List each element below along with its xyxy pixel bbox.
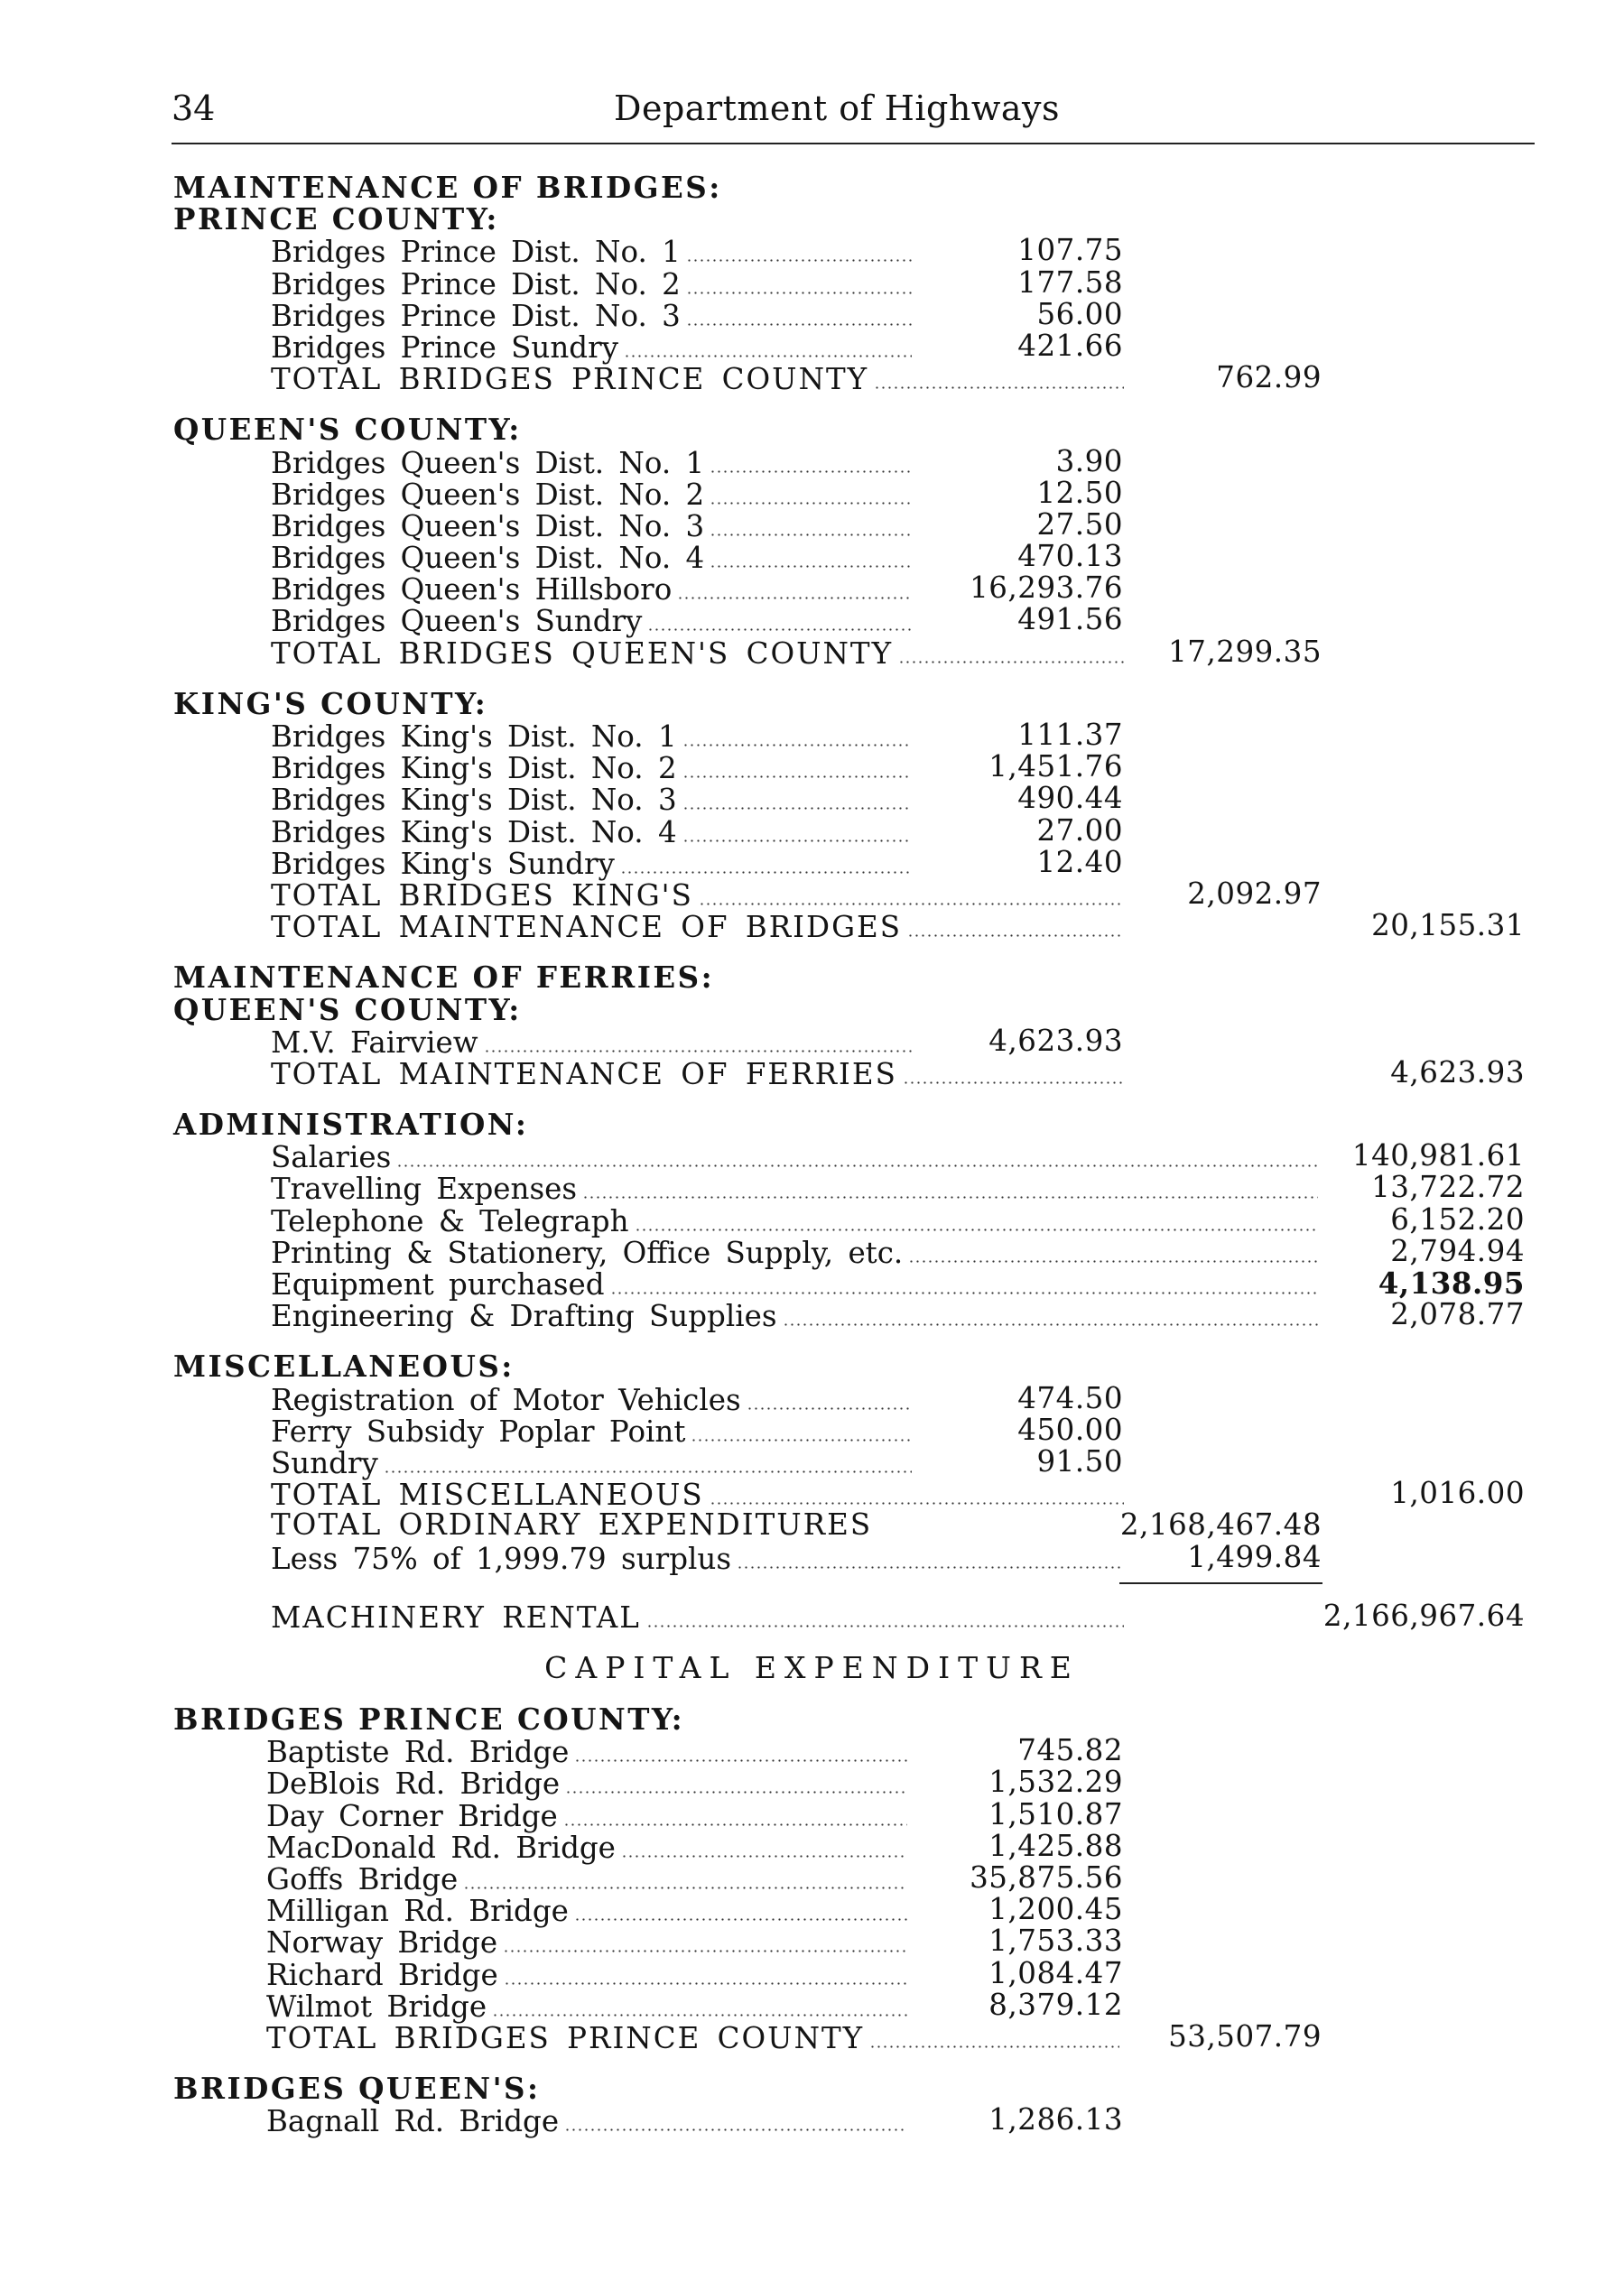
machinery-rental-label: MACHINERY RENTAL [271,1599,641,1635]
leader-dots [396,1164,1318,1167]
item-amount: 12.50 [1036,475,1123,510]
item-label: Bagnall Rd. Bridge [266,2104,560,2139]
ledger-item [0,1201,1624,1238]
page-header [172,88,1535,143]
leader-dots [747,1407,912,1410]
ledger-item [0,1380,1624,1417]
item-label: Telephone & Telegraph [271,1203,629,1238]
leader-dots [783,1323,1318,1326]
leader-dots [582,1196,1318,1199]
subsection-heading: KING'S COUNTY: [173,685,488,721]
item-amount: 27.00 [1036,812,1123,848]
item-amount: 4,138.95 [1378,1266,1525,1301]
subtotal-row [0,876,1624,913]
sum-rule [1119,1582,1322,1584]
item-label: Day Corner Bridge [266,1798,558,1833]
page-number: 34 [172,88,216,128]
item-amount: 1,753.33 [988,1924,1123,1959]
item-amount: 490.44 [1017,781,1123,816]
leader-dots [682,839,912,842]
surplus-row [0,1539,1624,1576]
leader-dots [898,661,1124,663]
leader-dots [384,1470,912,1473]
subsection-heading: QUEEN'S COUNTY: [173,412,522,448]
machinery-rental-row [0,1598,1624,1635]
expenditure-ledger [0,172,1624,2137]
item-label: Registration of Motor Vehicles [271,1382,741,1417]
ledger-item [0,539,1624,576]
leader-dots [624,355,912,357]
ledger-item [0,1765,1624,1802]
item-amount: 1,532.29 [988,1765,1123,1800]
leader-dots [710,1502,1124,1505]
subsection-heading: QUEEN'S COUNTY: [173,991,522,1027]
section-heading: MAINTENANCE OF BRIDGES: [173,170,722,205]
item-label: Bridges Queen's Hillsboro [271,572,673,607]
leader-dots [647,628,912,631]
leader-dots [610,1292,1318,1294]
item-amount: 3.90 [1055,443,1123,478]
item-label: Bridges Queen's Dist. No. 2 [271,477,705,512]
grand-total-row [0,1476,1624,1513]
leader-dots [564,2128,907,2131]
item-amount: 16,293.76 [970,570,1123,606]
item-amount: 111.37 [1017,718,1123,752]
grand-total-amount: 20,155.31 [1371,908,1525,943]
item-amount: 450.00 [1017,1412,1123,1447]
leader-dots [691,1439,912,1442]
item-amount: 474.50 [1017,1380,1123,1415]
item-label: Milligan Rd. Bridge [266,1894,569,1929]
item-label: DeBlois Rd. Bridge [266,1766,561,1802]
leader-dots [682,744,912,746]
item-label: Bridges King's Sundry [271,846,615,881]
ledger-item [0,1233,1624,1270]
item-label: Bridges Prince Dist. No. 2 [271,266,681,301]
ledger-item [0,2102,1624,2139]
surplus-label: Less 75% of 1,999.79 surplus [271,1541,732,1576]
ledger-item [0,781,1624,818]
leader-dots [565,1791,907,1794]
grand-total-row [0,1054,1624,1091]
item-label: Bridges Prince Dist. No. 1 [271,235,681,270]
leader-dots [903,1081,1124,1084]
header-rule [172,143,1535,144]
subtotal-label: TOTAL BRIDGES PRINCE COUNTY [271,362,869,397]
ledger-item [0,1170,1624,1207]
ledger-item [0,602,1624,639]
item-label: Ferry Subsidy Poplar Point [271,1414,686,1449]
subsection-heading: BRIDGES PRINCE COUNTY: [173,1701,685,1738]
leader-dots [492,2014,907,2017]
grand-total-label: TOTAL MAINTENANCE OF BRIDGES [271,910,903,945]
leader-dots [621,1855,907,1858]
item-amount: 13,722.72 [1371,1170,1525,1205]
item-label: Engineering & Drafting Supplies [271,1299,777,1334]
ledger-item [0,1297,1624,1334]
item-amount: 491.56 [1017,602,1123,637]
item-amount: 745.82 [1017,1733,1123,1768]
item-label: Norway Bridge [266,1925,498,1961]
item-amount: 177.58 [1017,264,1123,300]
leader-dots [635,1229,1318,1231]
item-amount: 4,623.93 [988,1023,1123,1058]
ledger-item [0,1443,1624,1480]
leader-dots [646,1625,1124,1627]
leader-dots [574,1918,907,1921]
item-label: Baptiste Rd. Bridge [266,1735,570,1770]
ledger-item [0,844,1624,881]
ledger-item [0,443,1624,480]
subtotal-label: TOTAL BRIDGES QUEEN'S COUNTY [271,635,894,671]
item-label: Salaries [271,1140,392,1175]
leader-dots [463,1887,907,1889]
leader-dots [907,934,1124,937]
item-amount: 1,286.13 [988,2102,1123,2137]
ledger-item [0,1266,1624,1302]
item-label: Equipment purchased [271,1267,605,1302]
item-amount: 56.00 [1036,296,1123,331]
ledger-item [0,264,1624,301]
subtotal-row [0,2018,1624,2055]
subtotal-amount: 762.99 [1216,360,1322,395]
ledger-item [0,1733,1624,1770]
item-label: Bridges King's Dist. No. 1 [271,719,677,754]
leader-dots [686,259,912,262]
ordinary-total-row [0,1509,1624,1541]
ledger-item [0,1987,1624,2024]
leader-dots [699,903,1124,905]
item-label: Printing & Stationery, Office Supply, etc. [271,1235,904,1270]
grand-total-label: TOTAL MAINTENANCE OF FERRIES [271,1056,897,1091]
leader-dots [908,1260,1318,1263]
leader-dots [710,565,912,568]
item-label: Bridges Queen's Sundry [271,604,643,639]
item-label: Travelling Expenses [271,1172,578,1207]
leader-dots [484,1050,912,1052]
item-amount: 27.50 [1036,506,1123,542]
leader-dots [574,1759,907,1762]
item-amount: 107.75 [1017,233,1123,268]
item-amount: 421.66 [1017,328,1123,363]
subtotal-row [0,634,1624,671]
item-label: Bridges Queen's Dist. No. 4 [271,541,705,576]
subsection-heading: BRIDGES QUEEN'S: [173,2071,541,2107]
item-label: Bridges Prince Dist. No. 3 [271,298,681,333]
ledger-item [0,718,1624,754]
capital-expenditure-title: CAPITAL EXPENDITURE [544,1649,1080,1685]
ledger-item [0,812,1624,849]
item-amount: 8,379.12 [988,1987,1123,2022]
ledger-item [0,1412,1624,1449]
ledger-item [0,233,1624,270]
ledger-item [0,296,1624,333]
ledger-item [0,749,1624,786]
section-heading: ADMINISTRATION: [173,1107,529,1143]
ledger-item [0,506,1624,543]
item-amount: 140,981.61 [1351,1138,1525,1173]
ledger-item [0,1796,1624,1833]
item-amount: 1,084.47 [988,1955,1123,1990]
subsection-heading: PRINCE COUNTY: [173,201,499,237]
subtotal-label: TOTAL BRIDGES KING'S [271,877,693,913]
leader-dots [620,871,912,874]
item-amount: 12.40 [1036,844,1123,879]
item-label: Bridges King's Dist. No. 2 [271,751,677,786]
item-label: Goffs Bridge [266,1862,459,1896]
subtotal-amount: 53,507.79 [1168,2018,1322,2054]
item-amount: 1,200.45 [988,1892,1123,1927]
leader-dots [686,323,912,326]
leader-dots [682,807,912,810]
item-amount: 35,875.56 [970,1860,1123,1895]
item-label: Bridges Queen's Dist. No. 1 [271,445,705,480]
leader-dots [869,2045,1119,2048]
subtotal-row [0,360,1624,397]
leader-dots [686,292,912,294]
ledger-item [0,1862,1624,1894]
leader-dots [682,775,912,778]
item-label: Bridges Queen's Dist. No. 3 [271,508,705,543]
section-heading: MISCELLANEOUS: [173,1349,515,1385]
leader-dots [737,1566,1124,1569]
item-label: Bridges King's Dist. No. 3 [271,783,677,818]
item-amount: 1,451.76 [988,749,1123,784]
item-amount: 2,078.77 [1390,1297,1525,1332]
ledger-item [0,1138,1624,1175]
subtotal-amount: 17,299.35 [1168,634,1322,669]
section-heading: MAINTENANCE OF FERRIES: [173,960,715,996]
ledger-item [0,328,1624,365]
leader-dots [677,597,912,599]
item-label: MacDonald Rd. Bridge [266,1830,616,1865]
leader-dots [504,1982,907,1985]
leader-dots [710,533,912,536]
leader-dots [710,470,912,473]
running-title: Department of Highways [614,88,1060,128]
item-amount: 6,152.20 [1390,1201,1525,1237]
ordinary-total-amount: 2,168,467.48 [1119,1507,1322,1543]
item-amount: 91.50 [1036,1443,1123,1479]
ordinary-total-label: TOTAL ORDINARY EXPENDITURES [271,1507,873,1543]
item-label: Wilmot Bridge [266,1989,487,2024]
item-label: Richard Bridge [266,1957,498,1992]
ledger-item [0,1955,1624,1992]
ledger-item [0,475,1624,512]
leader-dots [710,502,912,505]
leader-dots [874,386,1124,389]
item-amount: 1,425.88 [988,1828,1123,1863]
item-label: M.V. Fairview [271,1025,478,1060]
grand-total-row [0,908,1624,945]
subtotal-label: TOTAL BRIDGES PRINCE COUNTY [266,2020,865,2055]
ledger-item [0,570,1624,607]
leader-dots [503,1950,907,1952]
subtotal-amount: 2,092.97 [1187,876,1322,911]
item-amount: 2,794.94 [1390,1233,1525,1268]
ledger-item [0,1023,1624,1060]
grand-total-amount: 4,623.93 [1390,1054,1525,1090]
item-amount: 1,510.87 [988,1796,1123,1831]
item-label: Bridges Prince Sundry [271,329,618,365]
grand-total-amount: 1,016.00 [1390,1476,1525,1511]
item-label: Sundry [271,1445,378,1480]
item-label: Bridges King's Dist. No. 4 [271,814,677,849]
leader-dots [563,1823,907,1826]
surplus-amount: 1,499.84 [1187,1539,1322,1574]
ledger-item [0,1924,1624,1961]
item-amount: 470.13 [1017,539,1123,574]
ledger-item [0,1828,1624,1865]
machinery-rental-amount: 2,166,967.64 [1322,1598,1525,1633]
grand-total-label: TOTAL MISCELLANEOUS [271,1478,704,1513]
ledger-item [0,1892,1624,1929]
